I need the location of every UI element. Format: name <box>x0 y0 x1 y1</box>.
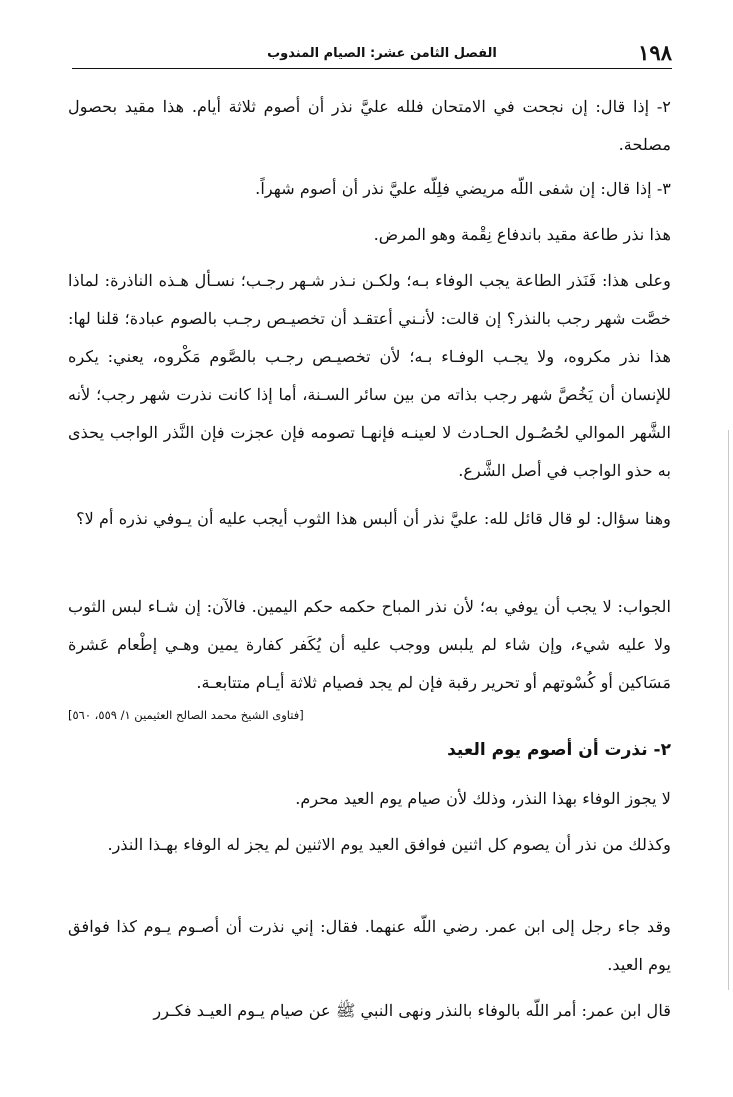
page-edge-line <box>728 430 729 990</box>
paragraph-monday-vow: وكذلك من نذر أن يصوم كل اثنين فوافق العيد يوم الاثنين لم يجز له الوفاء بهـذا النذر. <box>107 835 671 854</box>
paragraph-rajab-vow: وعلى هذا: فَنَذر الطاعة يجب الوفاء بـه؛ ولكـن نـذر شـهر رجـب؛ نسـأل هـذه الناذرة: لماذا خصَّت شهر رجب بالنذر؟ إن قالت: لأنـني أعتقـد أن تخصيـص رجـب بالصوم عبادة؛ قلنا لها: هذا نذر مكروه، ولا يجـب الوفـاء بـه؛ لأن تخصيـص رجـب بالصَّوم مَكْروه، يعني: يكره للإنسان أن يَخُصَّ شهر رجب بذاته من بين سائر السـنة، أما إذا كانت نذرت شهر رجب؛ لأنه الشَّهر الموالي لحُصُـول الحـادث لا لعينـه فإنهـا تصومه فإن عجزت فإن النَّذر الواجب يحذى به حذو الواجب في أصل الشَّرع. <box>68 271 671 480</box>
paragraph-ibn-umar-reply: قال ابن عمر: أمر اللّه بالوفاء بالنذر ونهى النبي ﷺ عن صيام يـوم العيـد فكـرر <box>153 1001 671 1020</box>
chapter-title: الفصل الثامن عشر: الصيام المندوب <box>267 46 497 61</box>
paragraph-eid-ruling: لا يجوز الوفاء بهذا النذر، وذلك لأن صيام يوم العيد محرم. <box>295 789 671 808</box>
paragraph-question: وهنا سؤال: لو قال قائل لله: عليَّ نذر أن ألبس هذا الثوب أيجب عليه أن يـوفي نذره أم لا؟ <box>76 509 671 528</box>
section-heading: ٢- نذرت أن أصوم يوم العيد <box>447 740 671 760</box>
paragraph-condition-3: ٣- إذا قال: إن شفى اللّه مريضي فلِلّه عليَّ نذر أن أصوم شهراً. <box>255 179 671 198</box>
paragraph-condition-2: ٢- إذا قال: إن نجحت في الامتحان فلله عليَّ نذر أن أصوم ثلاثة أيام. هذا مقيد بحصول مصلحة. <box>68 97 671 154</box>
fatwa-citation: [فتاوى الشيخ محمد الصالح العثيمين ١/ ٥٥٩، ٥٦٠] <box>68 708 304 722</box>
paragraph-vow-type: هذا نذر طاعة مقيد باندفاع نِقْمة وهو المرض. <box>373 225 671 244</box>
page-header <box>72 38 672 69</box>
page-number: ١٩٨ <box>638 40 672 65</box>
paragraph-answer: الجواب: لا يجب أن يوفي به؛ لأن نذر المباح حكمه حكم اليمين. فالآن: إن شـاء لبس الثوب ولا عليه شيء، وإن شاء لم يلبس ووجب عليه أن يُكَفر كفارة يمين وهـي إطْعام عَشرة مَسَاكين أو كُسْوتهم أو تحرير رقبة فإن لم يجد فصيام ثلاثة أيـام متتابعـة. <box>68 597 671 692</box>
paragraph-ibn-umar-story: وقد جاء رجل إلى ابن عمر. رضي اللّه عنهما. فقال: إني نذرت أن أصـوم يـوم كذا فوافق يوم العيد. <box>68 917 671 974</box>
